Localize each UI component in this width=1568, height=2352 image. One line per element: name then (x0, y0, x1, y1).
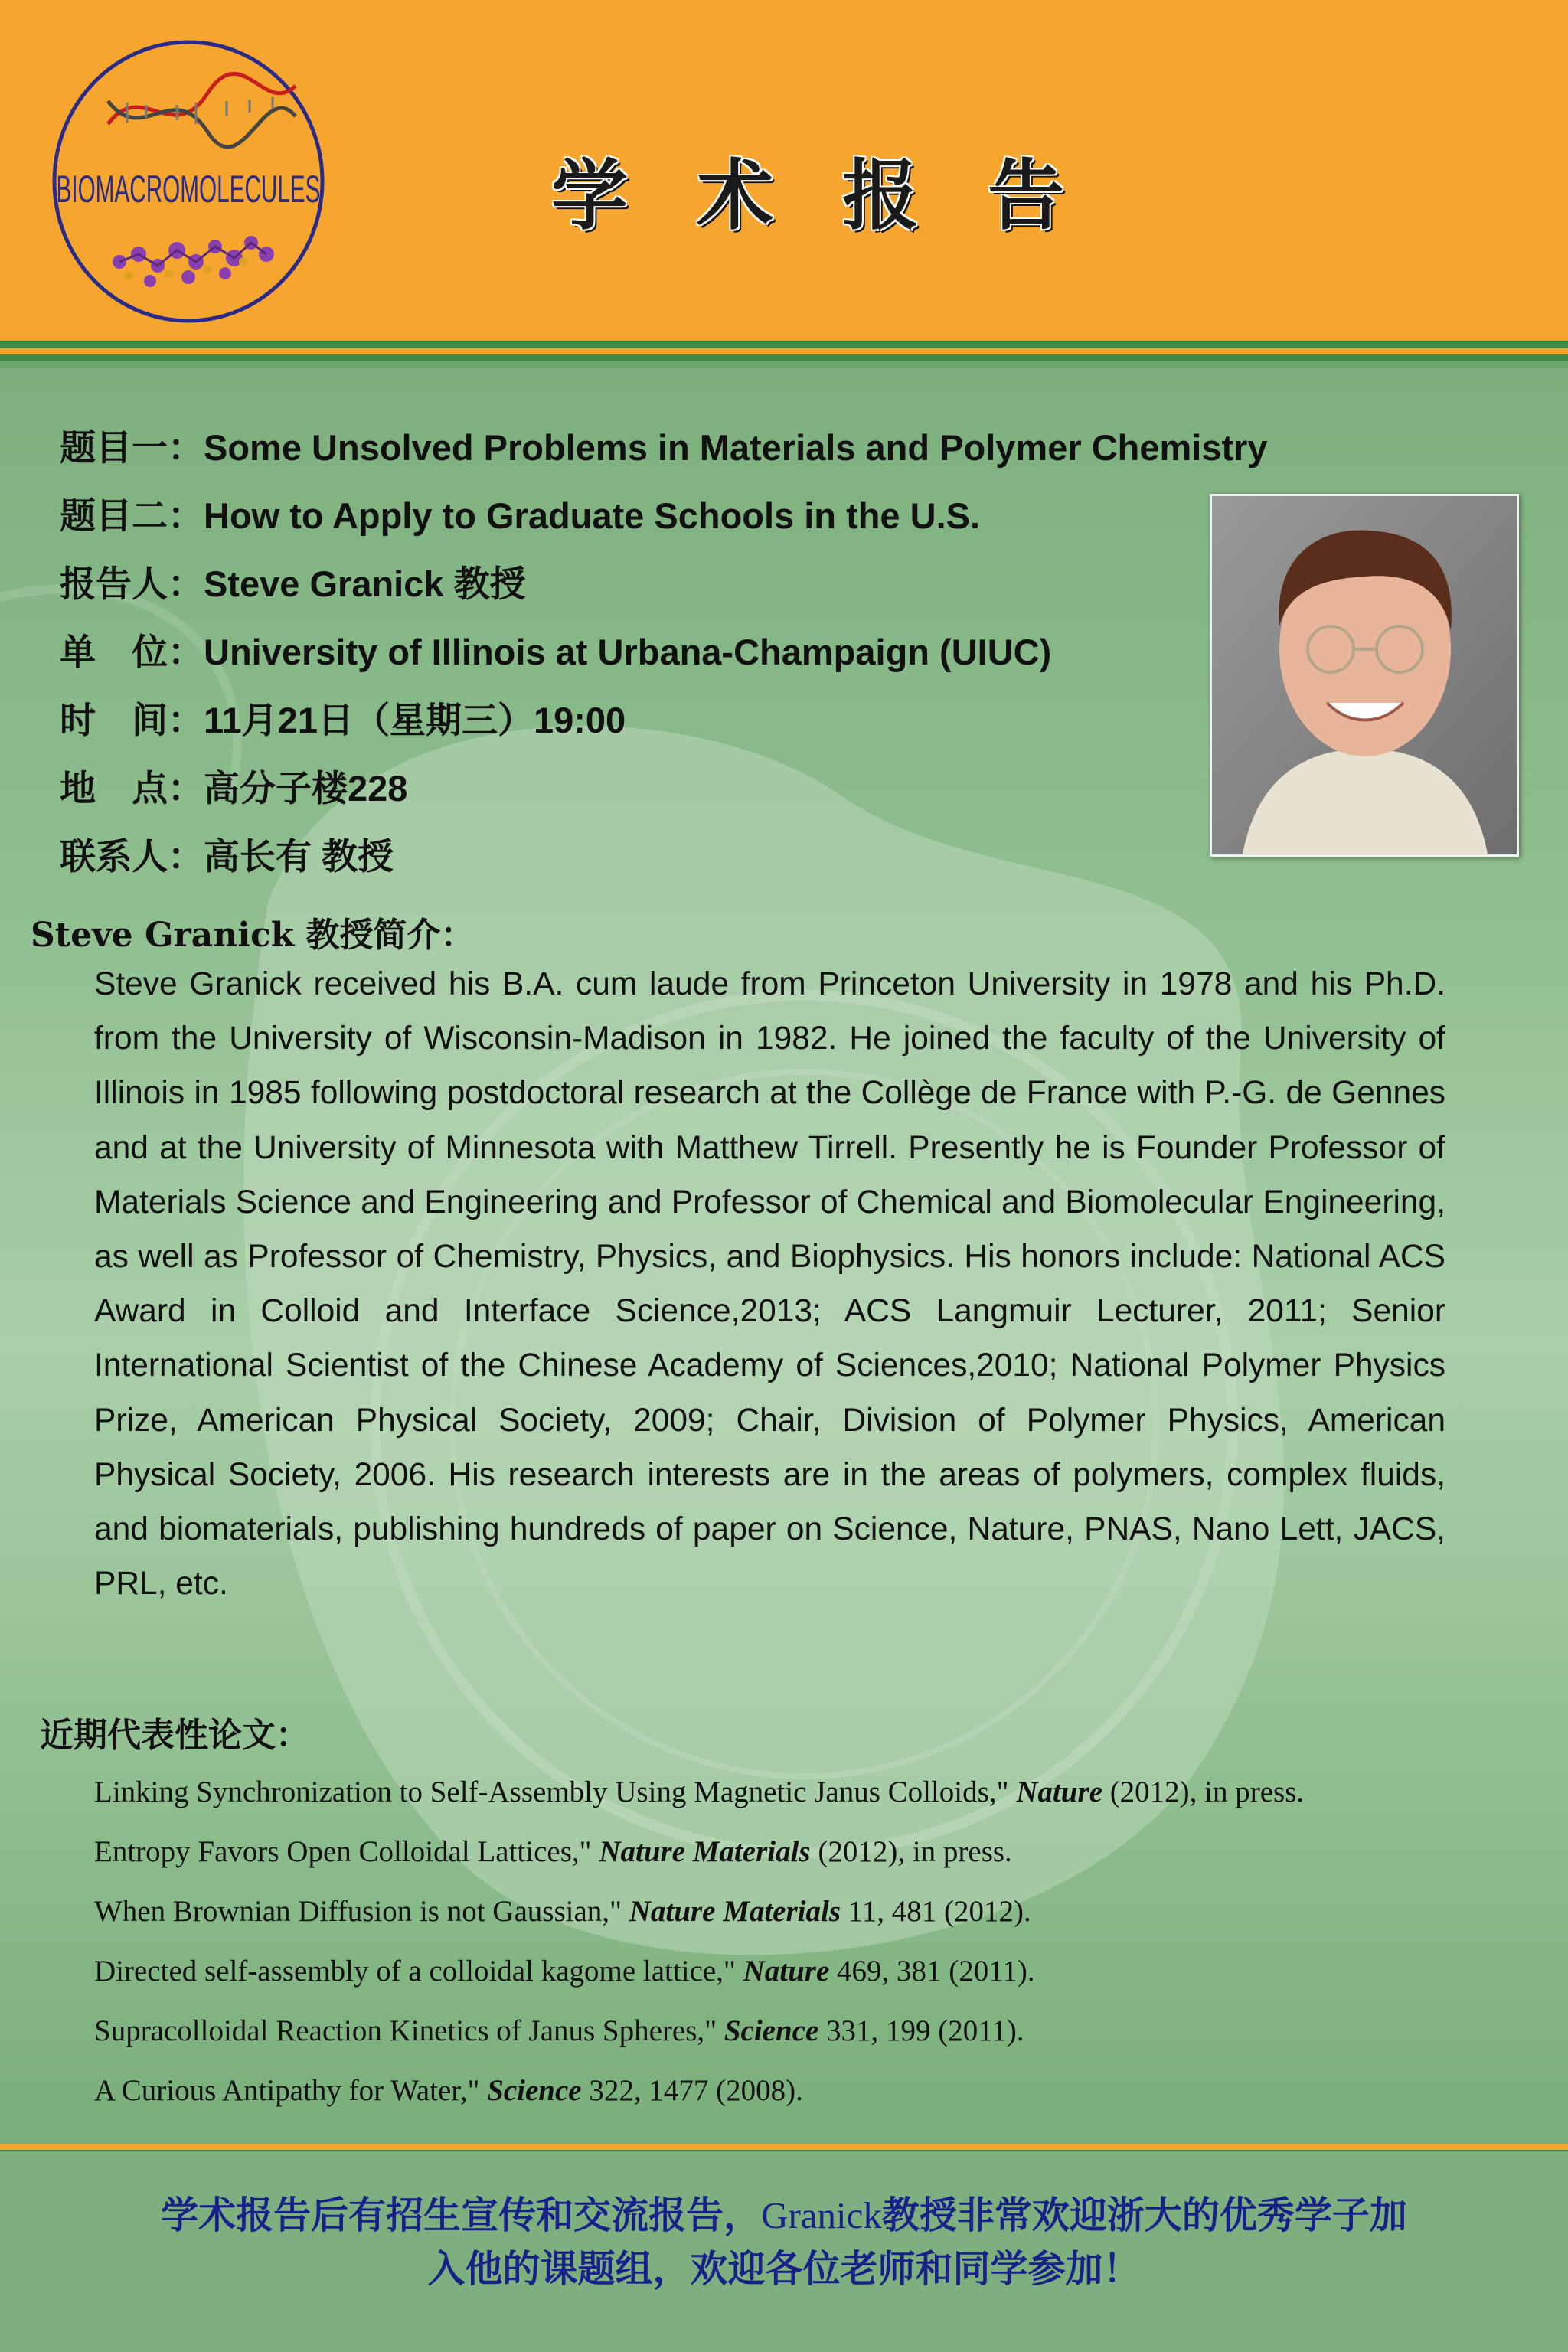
paper-title: Linking Synchronization to Self-Assembly Using Magnetic Janus Colloids," (94, 1775, 1017, 1808)
footer-text: Granick (761, 2194, 882, 2236)
info-affiliation (60, 624, 1051, 675)
paper-item (94, 1775, 1304, 1809)
footer-divider (0, 2144, 1568, 2150)
paper-title: Entropy Favors Open Colloidal Lattices," (94, 1835, 599, 1868)
footer-text: 学术报告后有招生宣传和交流报告， (161, 2194, 762, 2237)
header-divider (0, 348, 1568, 354)
info-topic-2 (60, 488, 980, 539)
info-value: 高长有 教授 (204, 836, 394, 877)
info-label: 时 间： (60, 700, 204, 740)
info-value: How to Apply to Graduate Schools in the U.S. (204, 495, 981, 536)
info-label: 单 位： (60, 632, 204, 672)
paper-citation: (2012), in press. (1102, 1775, 1305, 1808)
info-topic-1 (60, 420, 1268, 471)
footer-text: 教授非常欢迎浙大的优秀学子加 (881, 2194, 1407, 2237)
footer-line-1 (0, 2186, 1568, 2239)
info-time (60, 692, 626, 743)
header-divider (0, 361, 1568, 368)
paper-title: A Curious Antipathy for Water," (94, 2074, 488, 2107)
paper-journal: Nature (1016, 1775, 1102, 1808)
info-value: 高分子楼228 (204, 768, 408, 808)
info-value: Some Unsolved Problems in Materials and Polymer Chemistry (204, 427, 1268, 468)
paper-title: Directed self-assembly of a colloidal kagome lattice," (94, 1955, 743, 1988)
header-divider (0, 341, 1568, 348)
info-value: 11月21日（星期三）19:00 (204, 700, 626, 740)
paper-citation: 331, 199 (2011). (818, 2014, 1024, 2047)
paper-journal: Science (487, 2074, 582, 2107)
paper-citation: 322, 1477 (2008). (581, 2074, 803, 2107)
logo-text: BIOMACROMOLECULES (56, 168, 321, 211)
info-label: 联系人： (60, 836, 204, 877)
paper-journal: Science (724, 2014, 819, 2047)
paper-journal: Nature (743, 1955, 830, 1988)
bio-text: Steve Granick received his B.A. cum laude from Princeton University in 1978 and his Ph.D. from the University of Wisconsin-Madison in 1982. He joined the faculty of the University of Illinois in 1985 following postdoctoral research at the Collège de France with P.-G. de Gennes and at the University of Minnesota with Matthew Tirrell. Presently he is Founder Professor of Materials Science and Engineering and Professor of Chemical and Biomolecular Engineering, as well as Professor of Chemistry, Physics, and Biophysics. His honors include: National ACS Award in Colloid and Interface Science,2013; ACS Langmuir Lecturer, 2011; Senior International Scientist of the Chinese Academy of Sciences,2010; National Polymer Physics Prize, American Physical Society, 2009; Chair, Division of Polymer Physics, American Physical Society, 2006. His research interests are in the areas of polymers, complex fluids, and biomaterials, publishing hundreds of paper on Science, Nature, PNAS, Nano Lett, JACS, PRL, etc. (94, 966, 1446, 1602)
info-value: University of Illinois at Urbana-Champaign (UIUC) (204, 632, 1052, 672)
paper-title: Supracolloidal Reaction Kinetics of Janus Spheres," (94, 2014, 724, 2047)
paper-item (94, 2073, 803, 2108)
paper-citation: (2012), in press. (810, 1835, 1012, 1868)
info-speaker (60, 556, 526, 607)
paper-journal: Nature Materials (599, 1835, 811, 1868)
page-title: 学术报告 (551, 151, 1133, 240)
biomacromolecules-logo (43, 32, 334, 331)
info-contact (60, 828, 394, 880)
info-label: 题目一： (60, 427, 204, 468)
header-divider (0, 354, 1568, 361)
info-label: 报告人： (60, 564, 204, 604)
paper-item (94, 1834, 1012, 1869)
info-label: 题目二： (60, 495, 204, 536)
info-value: Steve Granick 教授 (204, 564, 526, 604)
header-banner (0, 0, 1568, 341)
paper-item (94, 1894, 1031, 1929)
info-location (60, 760, 407, 812)
bio-heading: Steve Granick 教授简介： (31, 916, 475, 955)
paper-title: When Brownian Diffusion is not Gaussian," (94, 1895, 629, 1928)
paper-journal: Nature Materials (629, 1895, 841, 1928)
paper-citation: 469, 381 (2011). (829, 1955, 1035, 1988)
speaker-photo (1210, 494, 1519, 857)
info-label: 地 点： (60, 768, 204, 808)
paper-item (94, 2014, 1024, 2048)
papers-heading: 近期代表性论文： (40, 1716, 309, 1755)
paper-item (94, 1954, 1035, 1988)
footer-line-2: 入他的课题组，欢迎各位老师和同学参加！ (427, 2247, 1141, 2291)
paper-citation: 11, 481 (2012). (841, 1895, 1031, 1928)
